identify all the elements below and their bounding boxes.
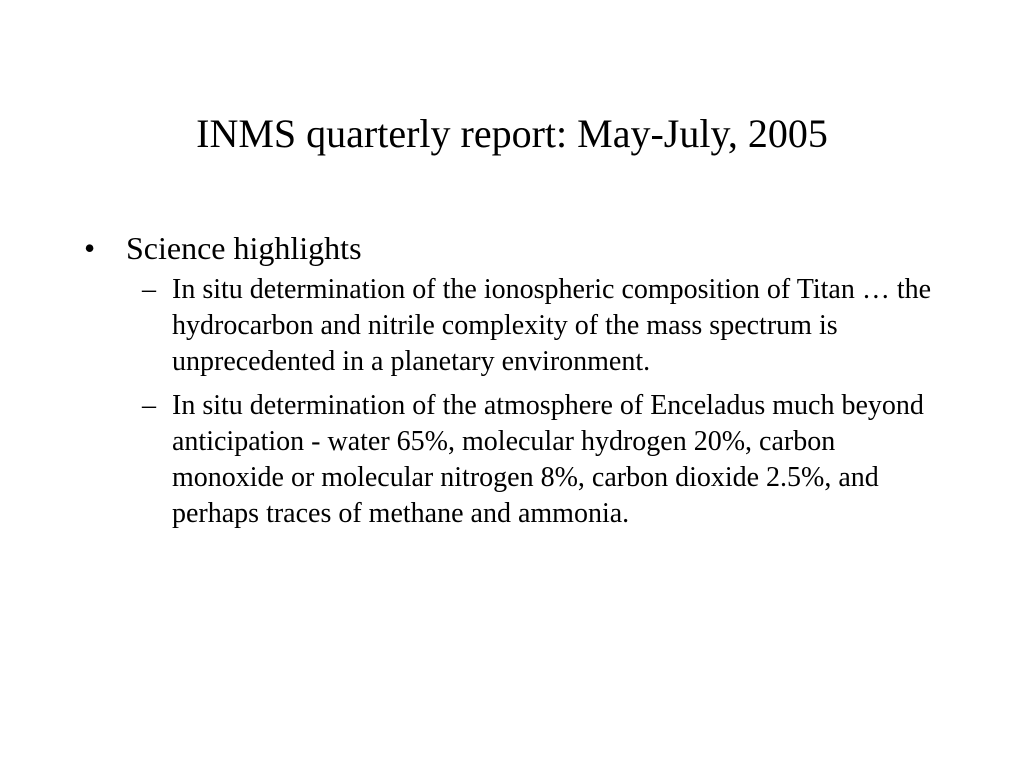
sub-bullet-list <box>126 272 954 532</box>
sub-bullet-item-enceladus <box>126 388 954 532</box>
slide-title: INMS quarterly report: May-July, 2005 <box>196 111 828 156</box>
sub-bullet-text: In situ determination of the atmosphere of Enceladus much beyond anticipation - water 65%, molecular hydrogen 20%, carbon monoxide or molecular nitrogen 8%, carbon dioxide 2.5%, and perhaps traces of methane and ammonia. <box>172 390 924 529</box>
bullet-item-science-highlights <box>84 228 954 532</box>
sub-bullet-item-titan <box>126 272 954 380</box>
sub-bullet-text: In situ determination of the ionospheric composition of Titan … the hydrocarbon and nitrile complexity of the mass spectrum is unprecedented in a planetary environment. <box>172 274 932 377</box>
bullet-list <box>84 228 954 540</box>
bullet-text: Science highlights <box>126 230 362 266</box>
sub-bullet-marker: – <box>142 390 156 421</box>
sub-bullet-marker: – <box>142 274 156 305</box>
bullet-marker: • <box>84 230 96 266</box>
